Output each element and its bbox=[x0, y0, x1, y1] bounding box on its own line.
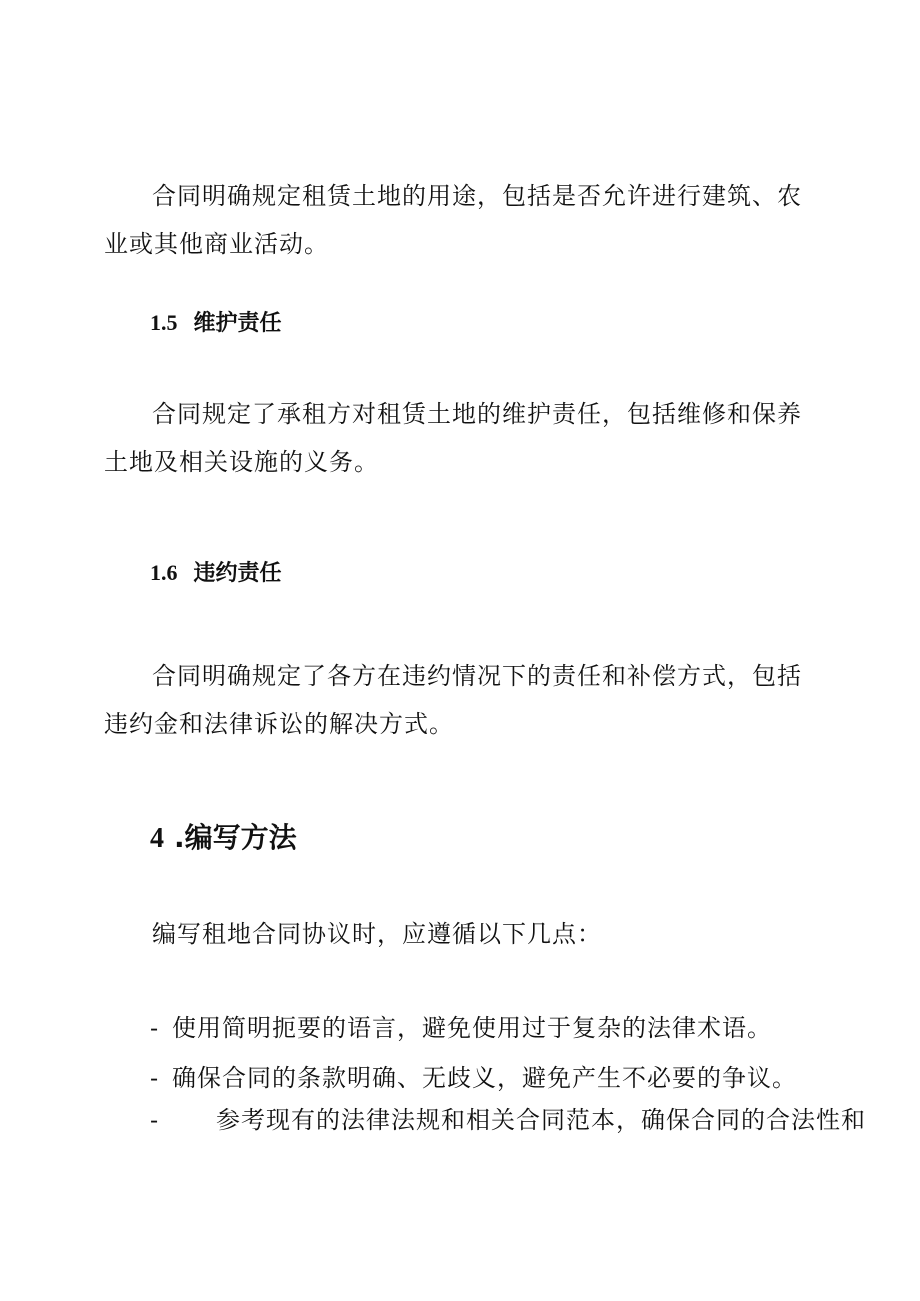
section-number: 4 bbox=[150, 823, 164, 854]
list-item bbox=[150, 1104, 866, 1136]
section-heading-1-6 bbox=[150, 556, 282, 587]
section-title: .编写方法 bbox=[174, 821, 297, 854]
section-number: 1.5 bbox=[150, 310, 178, 335]
list-item-text: 使用简明扼要的语言，避免使用过于复杂的法律术语。 bbox=[172, 1014, 772, 1042]
paragraph-method-intro: 编写租地合同协议时，应遵循以下几点： bbox=[152, 920, 602, 948]
paragraph-breach: 合同明确规定了各方在违约情况下的责任和补偿方式，包括违约金和法律诉讼的解决方式。 bbox=[104, 662, 802, 738]
list-dash: - bbox=[150, 1014, 160, 1042]
section-title: 维护责任 bbox=[193, 311, 282, 336]
list-dash: - bbox=[150, 1064, 160, 1092]
section-number: 1.6 bbox=[150, 560, 178, 585]
list-item bbox=[150, 1062, 797, 1094]
paragraph-land-usage: 合同明确规定租赁土地的用途，包括是否允许进行建筑、农业或其他商业活动。 bbox=[104, 182, 802, 258]
list-item bbox=[150, 1012, 772, 1044]
section-heading-4 bbox=[150, 816, 297, 856]
list-item-text: 参考现有的法律法规和相关合同范本，确保合同的合法性和 bbox=[216, 1106, 866, 1134]
section-heading-1-5 bbox=[150, 306, 282, 337]
section-title: 违约责任 bbox=[193, 561, 282, 586]
paragraph-maintenance: 合同规定了承租方对租赁土地的维护责任，包括维修和保养土地及相关设施的义务。 bbox=[104, 400, 802, 476]
list-dash: - bbox=[150, 1106, 160, 1134]
list-item-text: 确保合同的条款明确、无歧义，避免产生不必要的争议。 bbox=[172, 1064, 797, 1092]
